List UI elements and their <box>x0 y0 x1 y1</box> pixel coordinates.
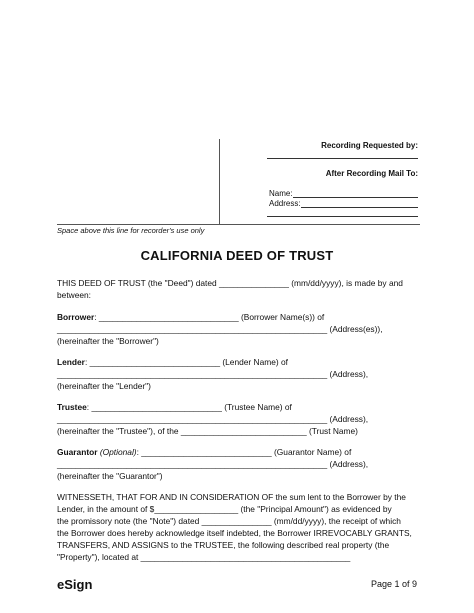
intro-line-1: THIS DEED OF TRUST (the "Deed") dated _______________ (mm/dd/yyyy), is made by and <box>57 278 403 288</box>
esign-logo: eSign <box>57 577 93 592</box>
mail-name-line[interactable] <box>293 197 418 198</box>
guarantor-hereinafter: (hereinafter the "Guarantor") <box>57 471 163 481</box>
guarantor-name-field[interactable]: : ____________________________ (Guarantor Name) of <box>136 447 352 457</box>
trustee-label: Trustee <box>57 402 87 412</box>
page-number: Page 1 of 9 <box>370 579 417 589</box>
lender-hereinafter: (hereinafter the "Lender") <box>57 381 151 391</box>
recording-requested-by-label: Recording Requested by: <box>321 141 418 150</box>
guarantor-line-1 <box>57 446 427 458</box>
borrower-line-1 <box>57 311 427 323</box>
trustee-trust-name-field[interactable]: (hereinafter the "Trustee"), of the ___________________________ (Trust Name) <box>57 426 358 436</box>
mail-address-line-1[interactable] <box>301 207 418 208</box>
mail-name-label: Name: <box>269 189 293 198</box>
intro-line-2: between: <box>57 290 91 300</box>
recorder-box-divider <box>219 139 220 225</box>
mail-address-label: Address: <box>269 199 301 208</box>
lender-label: Lender <box>57 357 85 367</box>
guarantor-address-field[interactable]: __________________________________________________________ (Address), <box>57 459 369 469</box>
witness-line-2[interactable]: Lender, in the amount of $__________________ (the "Principal Amount") as evidenced by <box>57 504 392 514</box>
trustee-name-field[interactable]: : ____________________________ (Trustee Name) of <box>86 402 292 412</box>
lender-line-1 <box>57 356 427 368</box>
borrower-name-field[interactable]: : ______________________________ (Borrower Name(s)) of <box>94 312 325 322</box>
witness-line-1: WITNESSETH, THAT FOR AND IN CONSIDERATION OF the sum lent to the Borrower by the <box>57 492 406 502</box>
recorder-space-note: Space above this line for recorder's use only <box>57 226 205 235</box>
lender-name-field[interactable]: : ____________________________ (Lender Name) of <box>84 357 288 367</box>
lender-address-field[interactable]: __________________________________________________________ (Address), <box>57 369 369 379</box>
trustee-address-field[interactable]: __________________________________________________________ (Address), <box>57 414 369 424</box>
borrower-address-field[interactable]: __________________________________________________________ (Address(es)), <box>57 324 383 334</box>
witness-line-6[interactable]: "Property"), located at _____________________________________________ <box>57 552 351 562</box>
borrower-label: Borrower <box>57 312 95 322</box>
recording-requested-by-line[interactable] <box>267 158 418 159</box>
witness-line-4: the Borrower does hereby acknowledge itself indebted, the Borrower IRREVOCABLY GRANTS, <box>57 528 412 538</box>
borrower-hereinafter: (hereinafter the "Borrower") <box>57 336 159 346</box>
trustee-line-1 <box>57 401 427 413</box>
document-title: CALIFORNIA DEED OF TRUST <box>140 248 334 263</box>
mail-address-line-2[interactable] <box>267 216 418 217</box>
guarantor-optional-note: (Optional) <box>99 447 137 457</box>
recorder-space-line <box>57 224 420 225</box>
after-recording-mail-to-label: After Recording Mail To: <box>325 169 418 178</box>
witness-line-3[interactable]: the promissory note (the "Note") dated _______________ (mm/dd/yyyy), the receipt of which <box>57 516 401 526</box>
witness-line-5: TRANSFERS, AND ASSIGNS to the TRUSTEE, the following described real property (the <box>57 540 390 550</box>
guarantor-label: Guarantor <box>57 447 98 457</box>
